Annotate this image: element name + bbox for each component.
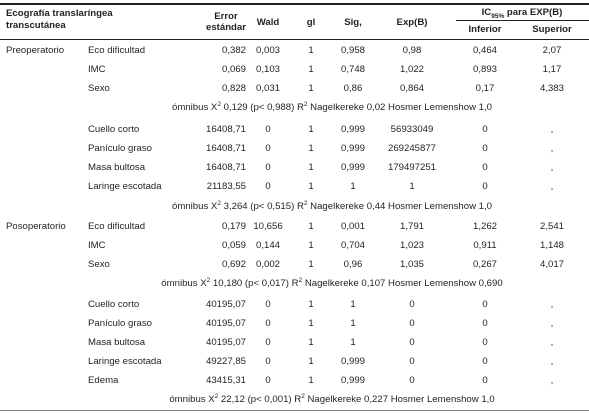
variable-name: Laringe escotada — [88, 356, 162, 367]
header-ic: $IC_{95\%}$ para EXP(B) — [481, 7, 563, 20]
sig-value: 0,999 — [340, 124, 366, 135]
std-error: 0,692 — [221, 259, 246, 270]
gl-value: 1 — [308, 64, 314, 75]
std-error: 16408,71 — [205, 162, 246, 173]
variable-name: Masa bultosa — [88, 337, 146, 348]
expb-value: 0,98 — [402, 45, 422, 56]
expb-value: 179497251 — [387, 162, 437, 173]
gl-value: 1 — [308, 124, 314, 135]
top-rule — [0, 3, 589, 5]
expb-value: 56933049 — [390, 124, 434, 135]
sig-value: 0,999 — [340, 375, 366, 386]
std-error: 40195,07 — [205, 337, 246, 348]
header-estandar: estándar — [206, 22, 246, 33]
ic-superior: , — [550, 356, 554, 367]
wald-value: 0,144 — [255, 240, 281, 251]
expb-value: 0 — [409, 375, 415, 386]
std-error: 40195,07 — [205, 318, 246, 329]
variable-name: Masa bultosa — [88, 162, 146, 173]
ic-inferior: 0 — [482, 124, 488, 135]
ic-superior: , — [550, 299, 554, 310]
model-summary-line: ómnibus $X^2$ 22,12 (p< 0,001) $R^2$ Nagelkereke 0,227 Hosmer Lemenshow 1,0 — [169, 392, 495, 405]
sig-value: 0,999 — [340, 162, 366, 173]
model-summary-line: ómnibus $X^2$ 10,180 (p< 0,017) $R^2$ Nagelkereke 0,107 Hosmer Lemenshow 0,690 — [161, 276, 503, 289]
ic-superior: , — [550, 143, 554, 154]
sig-value: 0,96 — [343, 259, 363, 270]
ic-inferior: 0,911 — [473, 240, 497, 251]
variable-name: IMC — [88, 240, 106, 251]
gl-value: 1 — [308, 337, 314, 348]
wald-value: 0 — [265, 124, 271, 135]
std-error: 49227,85 — [205, 356, 246, 367]
sig-value: 1 — [350, 337, 356, 348]
ic-superior: , — [550, 337, 554, 348]
std-error: 0,828 — [221, 83, 246, 94]
ic-inferior: 0 — [482, 375, 488, 386]
wald-value: 0,031 — [255, 83, 281, 94]
ic-header-rule — [456, 20, 589, 21]
expb-value: 1,791 — [399, 221, 425, 232]
model-summary-line: ómnibus $X^2$ 3,264 (p< 0,515) $R^2$ Nagelkereke 0,44 Hosmer Lemenshow 1,0 — [171, 199, 493, 212]
ic-superior: , — [550, 181, 554, 192]
wald-value: 0 — [265, 337, 271, 348]
gl-value: 1 — [308, 83, 314, 94]
expb-value: 0 — [409, 337, 415, 348]
gl-value: 1 — [308, 181, 314, 192]
gl-value: 1 — [308, 240, 314, 251]
wald-value: 0,103 — [255, 64, 281, 75]
expb-value: 1 — [409, 181, 415, 192]
std-error: 16408,71 — [205, 143, 246, 154]
variable-name: Cuello corto — [88, 299, 140, 310]
expb-value: 1,022 — [399, 64, 425, 75]
ic-superior: 4,383 — [539, 83, 565, 94]
variable-name: Edema — [88, 375, 119, 386]
sig-value: 0,001 — [340, 221, 366, 232]
std-error: 0,382 — [221, 45, 246, 56]
std-error: 21183,55 — [206, 181, 246, 192]
wald-value: 0 — [265, 162, 271, 173]
gl-value: 1 — [308, 318, 314, 329]
expb-value: 1,035 — [399, 259, 425, 270]
header-error: Error — [214, 11, 238, 22]
std-error: 0,069 — [221, 64, 246, 75]
sig-value: 0,748 — [340, 64, 366, 75]
header-wald: Wald — [256, 17, 280, 28]
ic-inferior: 0 — [482, 337, 488, 348]
model-summary-line: ómnibus $X^2$ 0,129 (p< 0,988) $R^2$ Nagelkereke 0,02 Hosmer Lemenshow 1,0 — [171, 100, 493, 113]
std-error: 43415,31 — [205, 375, 246, 386]
header-superior: Superior — [532, 24, 572, 35]
ic-inferior: 0 — [482, 356, 488, 367]
variable-name: Panículo graso — [88, 143, 152, 154]
ic-superior: , — [550, 375, 554, 386]
ic-inferior: 0 — [482, 143, 488, 154]
expb-value: 269245877 — [387, 143, 437, 154]
wald-value: 0 — [265, 318, 271, 329]
ic-inferior: 0 — [482, 299, 488, 310]
ic-inferior: 0,267 — [472, 259, 498, 270]
variable-name: Cuello corto — [88, 124, 140, 135]
ic-superior: 1,148 — [539, 240, 565, 251]
ic-superior: 2,541 — [539, 221, 565, 232]
bottom-rule — [0, 410, 589, 411]
wald-value: 0 — [265, 299, 271, 310]
std-error: 0,059 — [221, 240, 246, 251]
expb-value: 1,023 — [399, 240, 425, 251]
wald-value: 0 — [265, 356, 271, 367]
header-ecografia: Ecografía translaríngea — [6, 8, 113, 19]
ic-superior: , — [550, 318, 554, 329]
variable-name: IMC — [88, 64, 106, 75]
variable-name: Eco dificultad — [88, 221, 146, 232]
gl-value: 1 — [308, 356, 314, 367]
variable-name: Sexo — [88, 259, 110, 270]
ic-superior: , — [550, 124, 554, 135]
sig-value: 0,999 — [340, 356, 366, 367]
ic-inferior: 0 — [482, 162, 488, 173]
wald-value: 10,656 — [253, 221, 283, 232]
ic-superior: 1,17 — [542, 64, 562, 75]
variable-name: Sexo — [88, 83, 110, 94]
header-bottom-rule — [0, 39, 589, 40]
expb-value: 0,864 — [399, 83, 425, 94]
gl-value: 1 — [308, 221, 314, 232]
ic-inferior: 0 — [482, 181, 488, 192]
expb-value: 0 — [409, 318, 415, 329]
ic-superior: 2,07 — [542, 45, 562, 56]
sig-value: 1 — [350, 318, 356, 329]
std-error: 0,179 — [221, 221, 246, 232]
header-gl: gl — [306, 17, 316, 28]
ic-inferior: 0,893 — [472, 64, 498, 75]
gl-value: 1 — [308, 375, 314, 386]
gl-value: 1 — [308, 143, 314, 154]
ic-inferior: 0 — [482, 318, 488, 329]
std-error: 16408,71 — [205, 124, 246, 135]
wald-value: 0,003 — [255, 45, 281, 56]
gl-value: 1 — [308, 299, 314, 310]
sig-value: 0,704 — [340, 240, 366, 251]
expb-value: 0 — [409, 356, 415, 367]
std-error: 40195,07 — [205, 299, 246, 310]
sig-value: 0,999 — [340, 143, 366, 154]
sig-value: 0,86 — [343, 83, 363, 94]
variable-name: Laringe escotada — [88, 181, 162, 192]
header-sig: Sig, — [344, 17, 362, 28]
ic-superior: , — [550, 162, 554, 173]
sig-value: 1 — [350, 299, 356, 310]
sig-value: 0,958 — [340, 45, 366, 56]
wald-value: 0,002 — [255, 259, 281, 270]
gl-value: 1 — [308, 45, 314, 56]
group-label: Posoperatorio — [6, 221, 66, 232]
gl-value: 1 — [308, 162, 314, 173]
sig-value: 1 — [350, 181, 356, 192]
ic-inferior: 1,262 — [472, 221, 498, 232]
ic-superior: 4,017 — [539, 259, 565, 270]
ic-inferior: 0,464 — [472, 45, 498, 56]
wald-value: 0 — [265, 375, 271, 386]
header-inferior: Inferior — [468, 24, 502, 35]
header-transcutanea: transcutánea — [6, 20, 66, 31]
group-label: Preoperatorio — [6, 45, 65, 56]
variable-name: Panículo graso — [88, 318, 152, 329]
wald-value: 0 — [265, 181, 271, 192]
expb-value: 0 — [409, 299, 415, 310]
ic-inferior: 0,17 — [475, 83, 495, 94]
wald-value: 0 — [265, 143, 271, 154]
header-expb: Exp(B) — [396, 17, 428, 28]
gl-value: 1 — [308, 259, 314, 270]
variable-name: Eco dificultad — [88, 45, 146, 56]
